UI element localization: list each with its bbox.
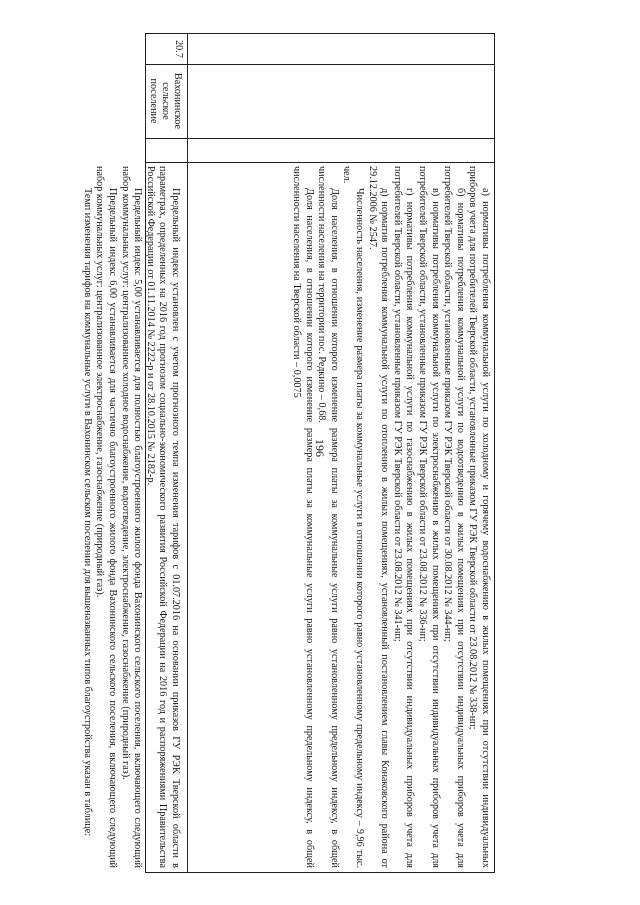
settlement-name-line: сельское — [159, 82, 171, 120]
row-number: 20.7 — [173, 40, 184, 58]
paragraph-index-full: Предельный индекс 5,00 устанавливается для полностью благоустроенного жилого фонда Вахонинского сельского поселения, включающего следующий набор коммунальных услуг: централизованное холодное водоснабжение, водоотведение, электроснабжение, газоснабжение (природный газ). — [119, 166, 144, 868]
settlement-name-line: поселение — [147, 78, 159, 124]
paragraph-norm-electricity: в) нормативы потребления коммунальной услуги по электроснабжению в жилых помещениях при отсутствии индивидуальных приборов учета для потребителей Тверской области, установленные приказом ГУ РЭК Тверской области от 23.08.2012 № 336-нп; — [417, 166, 441, 868]
paragraph-norm-heating: д) норматив потребления коммунальной услуги по отоплению в жилых помещениях, установленный постановлением главы Конаковского района от 29.12.2006 № 2547. — [366, 166, 391, 868]
paragraph-norm-gas: г) нормативы потребления коммунальной услуги по газоснабжению в жилых помещениях при отсутствии индивидуальных приборов учета для потребителей Тверской области, установленные приказом ГУ РЭК Тверской области от 23.08.2012 № 341-нп; — [391, 166, 416, 868]
paragraph-share-region: Доля населения, в отношении которого изменение размера платы за коммунальные услуги равно установленному предельному индексу, в общей численности населения на Тверской области – 0,0075 — [291, 166, 315, 868]
paragraph-norm-water: а) нормативы потребления коммунальной услуги по холодному и горячему водоснабжению в жилых помещениях при отсутствии индивидуальных приборов учета для потребителей Тверской области, установленные приказом ГУ РЭК Тверской области от 23.08.2012 № 338-нп; — [467, 166, 491, 868]
paragraph-tariff-rate: Темп изменения тарифов на коммунальные услуги в Вахонинском сельском поселении для вышеназванных типов благоустройства указан в таблице: — [81, 188, 93, 837]
paragraph-norm-drainage: б) нормативы потребления коммунальной услуги по водоотведению в жилых помещениях при отсутствии индивидуальных приборов учета для потребителей Тверской области, установленные приказом ГУ РЭК Тверской области от 30.08.2012 № 344-нп; — [442, 166, 466, 868]
document-table — [81, 33, 495, 873]
paragraph-index-basis: Предельный индекс установлен с учетом прогнозного темпа изменения тарифов с 01.07.2016 на основании приказов ГУ РЭК Тверской области в параметрах, определенных на 2016 год прогнозом социально-экономического развития Российской Федерации на 2016 год и распоряжениями Правительства Российской Федерации от 01.11.2014 № 2222-р и от 28.10.2015 № 2182-р. — [144, 166, 181, 868]
upper-row-content — [290, 166, 492, 868]
settlement-name-line: Вахонинское — [172, 72, 183, 130]
page-number: 196 — [313, 439, 327, 457]
paragraph-population: Численность населения, изменение размера платы за коммунальные услуги в отношении которого равно установленному предельному индексу – 9,96 тыс. чел. — [341, 166, 366, 868]
column-divider-content — [146, 162, 494, 163]
row-divider — [187, 34, 188, 872]
paragraph-share-redkino: Доля населения, в отношении которого изменение размера платы за коммунальные услуги равно установленному предельному индексу, в общей численности населения на территории пос. Редкино – 0,68. — [316, 166, 340, 868]
settlement-name — [146, 64, 183, 138]
column-divider-number — [146, 64, 494, 65]
paragraph-index-partial: Предельный индекс 6,00 устанавливается для частично благоустроенного жилого фонда Вахонинского сельского поселения, включающего следующий набор коммунальных услуг: централизованное электроснабжение, газоснабжение (природный газ). — [94, 166, 119, 868]
column-divider-settlement — [146, 138, 494, 139]
lower-row-content — [80, 166, 181, 868]
